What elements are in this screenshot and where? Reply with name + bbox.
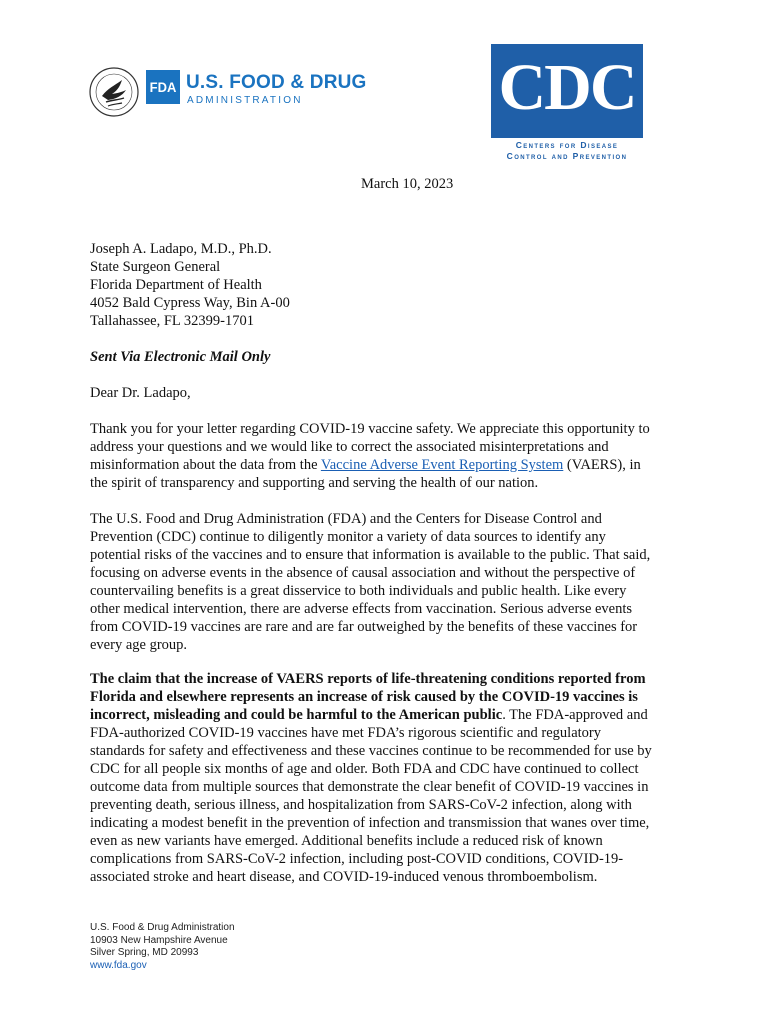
text-line: even as new variants have emerged. Additional benefits include a reduced risk of known bbox=[90, 833, 603, 849]
fda-logo-subtitle: ADMINISTRATION bbox=[187, 95, 303, 106]
vaers-link[interactable]: Vaccine Adverse Event Reporting System bbox=[320, 457, 564, 473]
text-line: associated stroke and heart disease, and COVID-19-induced venous thromboembolism. bbox=[90, 869, 598, 885]
paragraph-1 bbox=[90, 420, 688, 492]
salutation: Dear Dr. Ladapo, bbox=[90, 385, 191, 401]
text-line: complications from SARS-CoV-2 infection, including post-COVID conditions, COVID-19- bbox=[90, 851, 624, 867]
cdc-logo-caption-1: Centers for Disease bbox=[515, 140, 619, 150]
text-line: potential risks of the vaccines and to ensure that information is available to the public. That said, bbox=[90, 547, 651, 563]
cdc-logo-letters: CDC bbox=[498, 51, 636, 124]
paragraph-2 bbox=[90, 510, 688, 654]
text-line: outcome data from multiple sources that demonstrate the clear benefit of COVID-19 vaccines in bbox=[90, 779, 649, 795]
letter-date: March 10, 2023 bbox=[361, 176, 454, 192]
text-segment: (VAERS), in bbox=[563, 457, 641, 473]
text-line bbox=[90, 456, 688, 474]
text-line: from COVID-19 vaccines are rare and are far outweighed by the benefits of these vaccines for bbox=[90, 619, 638, 635]
footer-website-link[interactable]: www.fda.gov bbox=[90, 959, 147, 971]
text-line: countervailing benefits is a great disservice to both individuals and public health. Like every bbox=[90, 583, 627, 599]
text-segment: . The FDA-approved and bbox=[502, 707, 648, 723]
text-segment: misinformation about the data from the bbox=[90, 457, 321, 473]
text-line: every age group. bbox=[90, 637, 188, 653]
text-line: CDC for all people six months of age and older. Both FDA and CDC have continued to collect bbox=[90, 761, 639, 777]
delivery-note: Sent Via Electronic Mail Only bbox=[90, 349, 271, 365]
text-line: Prevention (CDC) continue to diligently monitor a variety of data sources to identify any bbox=[90, 529, 606, 545]
recipient-line: Tallahassee, FL 32399-1701 bbox=[90, 313, 254, 329]
text-line: focusing on adverse events in the absence of causal association and without the perspective of bbox=[90, 565, 636, 581]
recipient-line: 4052 Bald Cypress Way, Bin A-00 bbox=[90, 295, 290, 311]
text-line: Thank you for your letter regarding COVID-19 vaccine safety. We appreciate this opportunity to bbox=[90, 421, 650, 437]
cdc-logo-caption-2: Control and Prevention bbox=[506, 151, 628, 161]
footer-address bbox=[90, 922, 235, 972]
recipient-line: Joseph A. Ladapo, M.D., Ph.D. bbox=[90, 241, 272, 257]
text-line: other medical intervention, there are adverse effects from vaccination. Serious adverse events bbox=[90, 601, 633, 617]
recipient-address bbox=[90, 240, 290, 330]
text-line: preventing death, serious illness, and hospitalization from SARS-CoV-2 infection, along with bbox=[90, 797, 632, 813]
text-line: address your questions and we would like to correct the associated misinterpretations and bbox=[90, 439, 609, 455]
recipient-line: Florida Department of Health bbox=[90, 277, 262, 293]
text-line: standards for safety and effectiveness and these vaccines continue to be recommended for use by bbox=[90, 743, 652, 759]
hhs-seal-icon bbox=[88, 66, 140, 118]
fda-logo-title: U.S. FOOD & DRUG bbox=[186, 72, 367, 93]
fda-logo-badge: FDA bbox=[146, 70, 180, 104]
text-line: the spirit of transparency and supporting and serving the health of our nation. bbox=[90, 475, 539, 491]
text-line: FDA-authorized COVID-19 vaccines have met FDA’s rigorous scientific and regulatory bbox=[90, 725, 601, 741]
footer-org: U.S. Food & Drug Administration bbox=[90, 922, 235, 933]
text-line: The claim that the increase of VAERS reports of life-threatening conditions reported from bbox=[90, 671, 646, 687]
footer-city: Silver Spring, MD 20993 bbox=[90, 947, 199, 958]
text-line: Florida and elsewhere represents an increase of risk caused by the COVID-19 vaccines is bbox=[90, 689, 638, 705]
text-line: indicating a modest benefit in the prevention of infection and transmission that wanes over time, bbox=[90, 815, 650, 831]
paragraph-3 bbox=[90, 670, 688, 886]
recipient-line: State Surgeon General bbox=[90, 259, 221, 275]
text-segment: incorrect, misleading and could be harmful to the American public bbox=[90, 707, 503, 723]
text-line: The U.S. Food and Drug Administration (FDA) and the Centers for Disease Control and bbox=[90, 511, 602, 527]
footer-street: 10903 New Hampshire Avenue bbox=[90, 934, 228, 946]
text-line bbox=[90, 706, 688, 724]
